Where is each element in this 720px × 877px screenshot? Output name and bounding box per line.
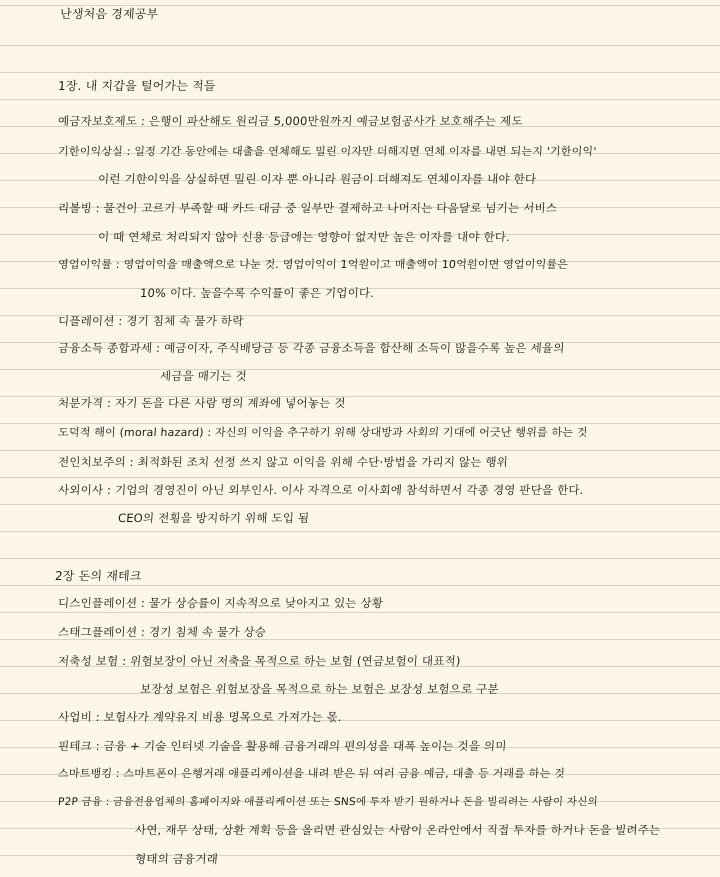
note-line: 처분가격 : 자기 돈을 다른 사람 명의 계좌에 넣어놓는 것 [57,396,347,410]
note-line: 도덕적 해이 (moral hazard) : 자신의 이익을 추구하기 위해 상대방과 사회의 기대에 어긋난 행위를 하는 것 [57,426,589,439]
note-line: 영업이익률 : 영업이익을 매출액으로 나눈 것. 영업이익이 1억원이고 매출액이 10억원이면 영업이익률은 [57,258,569,271]
note-line: 사연, 재무 상태, 상환 계획 등을 올리면 관심있는 사람이 온라인에서 직접 투자를 하거나 돈을 빌려주는 [134,823,661,837]
note-line: 이런 기한이익을 상실하면 밀린 이자 뿐 아니라 원금이 더해져도 연체이자를 내야 한다 [97,172,537,186]
note-line: 스태그플레이션 : 경기 침체 속 물가 상승 [57,625,267,639]
note-line: 이 때 연체로 처리되지 않아 신용 등급에는 영향이 없지만 높은 이자를 내야 한다. [97,230,511,244]
chapter1-heading: 1장. 내 지갑을 털어가는 적들 [57,79,217,93]
note-line: 디플레이션 : 경기 침체 속 물가 하락 [57,314,245,328]
note-line: 리볼빙 : 물건이 고르기 부족할 때 카드 대금 중 일부만 결제하고 나머지는 다음달로 넘기는 서비스 [57,201,558,215]
note-line: 사업비 : 보험사가 계약유지 비용 명목으로 가져가는 몫. [57,710,343,724]
note-line: 금융소득 종합과세 : 예금이자, 주식배당금 등 각종 금융소득을 합산해 소득이 많을수록 높은 세율의 [57,341,566,355]
note-line: 예금자보호제도 : 은행이 파산해도 원리금 5,000만원까지 예금보험공사가 보호해주는 제도 [57,114,524,128]
note-line: 형태의 금융거래 [134,852,219,866]
note-line: 저축성 보험 : 위험보장이 아닌 저축을 목적으로 하는 보험 (연금보험이 대표적) [57,654,462,668]
page-title: 난생처음 경제공부 [59,7,159,21]
note-line: 세금을 매기는 것 [159,369,248,383]
note-line: 10% 이다. 높을수록 수익률이 좋은 기업이다. [139,286,375,300]
note-line: 디스인플레이션 : 물가 상승률이 지속적으로 낮아지고 있는 상황 [57,596,384,610]
note-line: 기한이익상실 : 일정 기간 동안에는 대출을 연체해도 밀린 이자만 더해지면 연체 이자를 내면 되는지 '기한이익' [57,145,597,158]
note-line: P2P 금융 : 금융전용업체의 홈페이지와 애플리케이션 또는 SNS에 투자 받기 원하거나 돈을 빌리려는 사람이 자신의 [57,796,599,808]
note-line: 핀테크 : 금융 + 기술 인터넷 기술을 활용해 금융거래의 편의성을 대폭 높이는 것을 의미 [57,739,508,753]
note-line: 전인치보주의 : 최적화된 조치 선정 쓰지 않고 이익을 위해 수단·방법을 가리지 않는 행위 [57,455,509,469]
note-line: 보장성 보험은 위험보장을 목적으로 하는 보험은 보장성 보험으로 구분 [139,682,500,696]
note-line: 사외이사 : 기업의 경영진이 아닌 외부인사. 이사 자격으로 이사회에 참석하면서 각종 경영 판단을 한다. [57,483,585,497]
note-line: 스마트뱅킹 : 스마트폰이 은행거래 애플리케이션을 내려 받은 뒤 여러 금융 예금, 대출 등 거래를 하는 것 [57,767,566,780]
note-line: CEO의 전횡을 방지하기 위해 도입 됨 [117,511,310,525]
chapter2-heading: 2장 돈의 재테크 [54,569,143,583]
